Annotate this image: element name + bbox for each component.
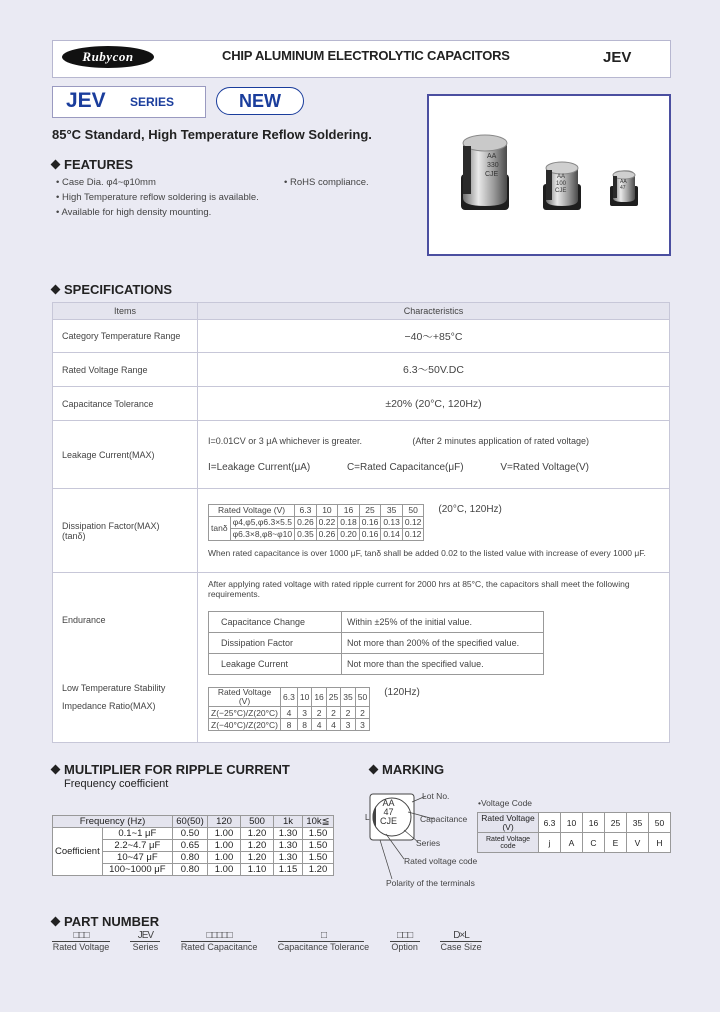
leak-i: I=Leakage Current(μA) (208, 462, 311, 473)
freq-label: Frequency (Hz) (53, 816, 173, 828)
col-items: Items (53, 303, 198, 320)
marking-capacitance: Capacitance (420, 814, 468, 824)
polarity-band (463, 146, 471, 194)
leak-c: C=Rated Capacitance(μF) (346, 462, 464, 473)
spec-label: Capacitance Tolerance (53, 387, 198, 421)
df-rated-voltage: Rated Voltage (V) (209, 504, 295, 516)
leak-v: V=Rated Voltage(V) (500, 462, 589, 473)
cap-marking: AA (487, 153, 497, 160)
df-note: When rated capacitance is over 1000 μF, tanδ shall be added 0.02 to the listed value with increase of every 1000 μF. (208, 547, 646, 558)
pn-field: □□□ Rated Voltage (52, 930, 110, 952)
feature-item: • Available for high density mounting. (56, 207, 212, 218)
pn-field: □□□□□ Rated Capacitance (180, 930, 258, 952)
marking-text: AA 47 CJE (380, 798, 398, 826)
pn-field: JEV Series (130, 930, 160, 952)
pn-field: D×L Case Size (440, 930, 482, 952)
spec-label: Rated Voltage Range (53, 353, 198, 387)
lts-rated-voltage: Rated Voltage (V) (209, 688, 281, 707)
feature-item: • Case Dia. φ4~φ10mm (56, 177, 156, 188)
features-heading: FEATURES (52, 157, 133, 172)
feature-item: • RoHS compliance. (284, 177, 369, 188)
cap-marking: CJE (485, 171, 499, 178)
spec-value: ±20% (20°C, 120Hz) (198, 387, 670, 421)
marking-heading: MARKING (370, 762, 444, 777)
col-characteristics: Characteristics (198, 303, 670, 320)
voltage-code-table: Rated Voltage (V) 6.3 10 16 25 35 50 Rated Voltage code j A C E V H (477, 812, 671, 853)
cap-marking: CJE (555, 188, 567, 194)
capacitor-illustration (429, 96, 669, 254)
ripple-heading: MULTIPLIER FOR RIPPLE CURRENT (52, 762, 290, 777)
pn-field: □ Capacitance Tolerance (277, 930, 370, 952)
polarity-band (613, 176, 617, 198)
rubycon-logo: Rubycon (62, 46, 154, 68)
voltage-code-heading: •Voltage Code (478, 798, 533, 808)
cap-marking: AA (557, 174, 566, 180)
df-sub: (tanδ) (62, 530, 86, 541)
tagline: 85°C Standard, High Temperature Reflow Soldering. (52, 127, 372, 142)
spec-label: Leakage Current(MAX) (53, 421, 198, 489)
ripple-sub: Frequency coefficient (64, 778, 169, 790)
specifications-table (52, 302, 670, 743)
spec-label: Category Temperature Range (53, 320, 198, 353)
specifications-heading: SPECIFICATIONS (52, 282, 172, 297)
marking-series: Series (416, 838, 441, 848)
page-title: CHIP ALUMINUM ELECTROLYTIC CAPACITORS (222, 48, 510, 63)
endurance-label: Endurance (62, 615, 106, 625)
marking-lot: Lot No. (422, 791, 450, 801)
diamond-icon (51, 160, 61, 170)
series-word: SERIES (130, 95, 175, 109)
cap-marking: 330 (487, 162, 499, 169)
coef-label: Coefficient (53, 828, 103, 876)
cap-marking: AA (620, 179, 627, 185)
endurance-cell (198, 573, 670, 743)
ripple-table: Frequency (Hz) 60(50) 120 500 1k 10k≦ Coefficient 0.1~1 μF 0.50 1.00 1.20 1.30 1.50 2.2~4.7 μF 0.65 1.00 1.20 1.30 1.50 10~47 μF 0.80 1.00 1.20 1.30 1.50 100~1000 μF 0.80 1.00 1.10 1.15 1.20 (52, 815, 334, 876)
leak-note: (After 2 minutes application of rated voltage) (412, 436, 589, 446)
polarity-band (546, 170, 552, 200)
df-label: Dissipation Factor(MAX) (62, 520, 160, 531)
marking-rv-code: Rated voltage code (404, 856, 478, 866)
diamond-icon (51, 917, 61, 927)
spec-value: 6.3～50V.DC (198, 353, 670, 387)
cap-marking: 47 (620, 185, 626, 191)
spec-label (53, 489, 198, 573)
df-table: Rated Voltage (V) 6.3 10 16 25 35 50 tanδ φ4,φ5,φ6.3×5.5 0.26 0.22 0.18 0.16 0.13 0.12 φ6.3×8,φ8~φ10 0.35 0.26 0.20 0.16 0.14 0.12 (208, 504, 424, 541)
series-name: JEV (66, 89, 106, 112)
feature-item: • High Temperature reflow soldering is available. (56, 192, 259, 203)
leak-formula: I=0.01CV or 3 μA whichever is greater. (208, 436, 363, 446)
lts-label: Low Temperature Stability (62, 683, 166, 693)
marking-polarity: Polarity of the terminals (386, 878, 475, 888)
side-mark: L (365, 813, 370, 822)
impedance-label: Impedance Ratio(MAX) (62, 701, 156, 711)
endurance-text: After applying rated voltage with rated ripple current for 2000 hrs at 85°C, the capacitors shall meet the following requirements. (208, 579, 630, 599)
lts-condition: (120Hz) (384, 687, 420, 698)
pn-field: □□□ Option (391, 930, 418, 952)
series-code: JEV (603, 49, 632, 66)
df-tan-label: tanδ (209, 516, 231, 540)
diamond-icon (51, 765, 61, 775)
endurance-table: Capacitance Change Within ±25% of the initial value. Dissipation Factor Not more than 200% of the specified value. Leakage Current Not more than the specified value. (208, 611, 544, 675)
cap-marking: 100 (556, 181, 567, 187)
part-number-row (52, 930, 482, 952)
leakage-cell (198, 421, 670, 489)
diamond-icon (51, 285, 61, 295)
part-number-heading: PART NUMBER (52, 914, 159, 929)
spec-value: −40～+85°C (198, 320, 670, 353)
product-photo (427, 94, 671, 256)
spec-label-group (53, 573, 198, 743)
df-cell (198, 489, 670, 573)
df-condition: (20°C, 120Hz) (438, 503, 502, 515)
lts-table: Rated Voltage (V) 6.3 10 16 25 35 50 Z(−25°C)/Z(20°C) 4 3 2 2 2 2 Z(−40°C)/Z(20°C) 8 8 4 4 3 3 (208, 687, 370, 731)
new-badge: NEW (216, 87, 304, 115)
diamond-icon (369, 765, 379, 775)
